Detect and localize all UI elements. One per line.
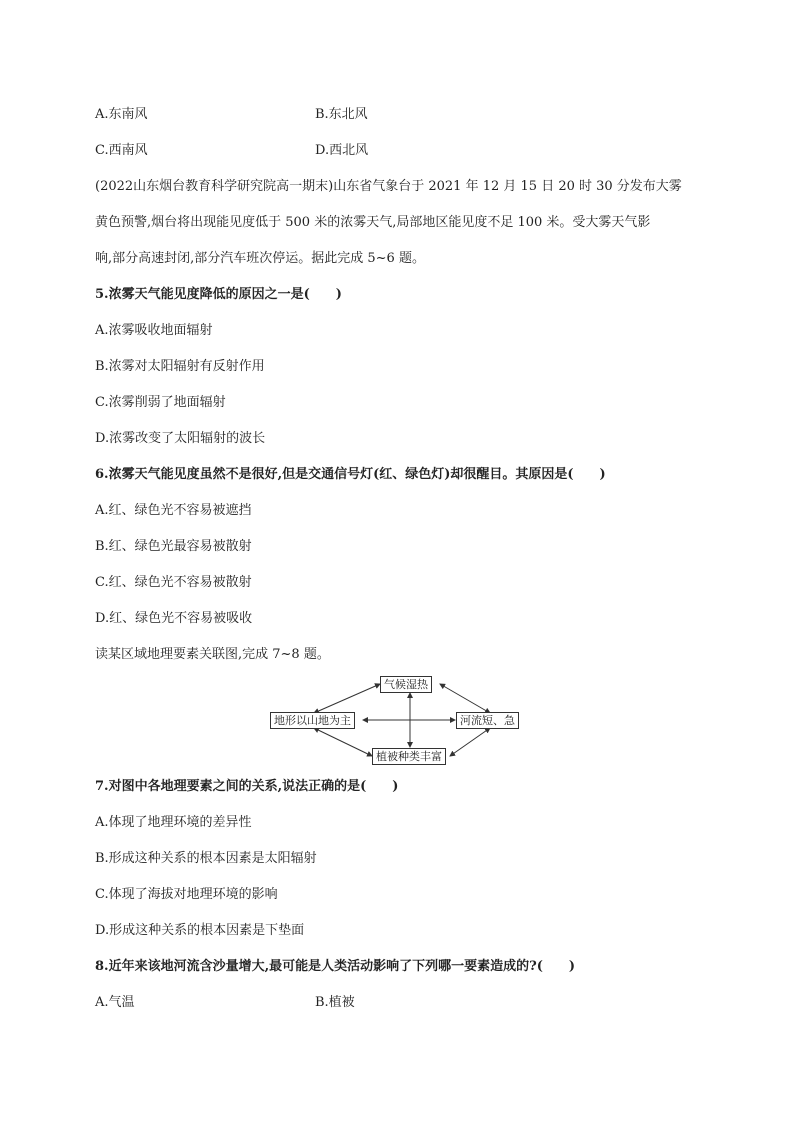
arrow-climate-river bbox=[440, 684, 490, 713]
q5-option-a: A.浓雾吸收地面辐射 bbox=[95, 323, 213, 338]
arrow-climate-terrain bbox=[314, 684, 380, 713]
q8-stem: 8.近年来该地河流含沙量增大,最可能是人类活动影响了下列哪一要素造成的?( ) bbox=[95, 959, 576, 974]
q4-option-b: B.东北风 bbox=[315, 107, 368, 122]
intro-5-6-line-2: 黄色预警,烟台将出现能见度低于 500 米的浓雾天气,局部地区能见度不足 100 米。受大雾天气影 bbox=[95, 215, 651, 230]
q7-option-c: C.体现了海拔对地理环境的影响 bbox=[95, 887, 278, 902]
q7-stem: 7.对图中各地理要素之间的关系,说法正确的是( ) bbox=[95, 779, 399, 794]
q8-option-b: B.植被 bbox=[315, 995, 355, 1010]
q4-option-a: A.东南风 bbox=[95, 107, 148, 122]
q6-option-c: C.红、绿色光不容易被散射 bbox=[95, 575, 252, 590]
diagram-node-river: 河流短、急 bbox=[456, 712, 519, 729]
diagram-node-terrain: 地形以山地为主 bbox=[270, 712, 355, 729]
q6-option-a: A.红、绿色光不容易被遮挡 bbox=[95, 503, 252, 518]
q4-option-c: C.西南风 bbox=[95, 143, 148, 158]
diagram-node-climate: 气候湿热 bbox=[380, 676, 432, 693]
q7-option-d: D.形成这种关系的根本因素是下垫面 bbox=[95, 923, 305, 938]
q8-option-a: A.气温 bbox=[95, 995, 135, 1010]
q7-option-a: A.体现了地理环境的差异性 bbox=[95, 815, 252, 830]
intro-7-8: 读某区域地理要素关联图,完成 7~8 题。 bbox=[95, 647, 330, 662]
q6-option-d: D.红、绿色光不容易被吸收 bbox=[95, 611, 253, 626]
q5-stem: 5.浓雾天气能见度降低的原因之一是( ) bbox=[95, 287, 342, 302]
arrow-river-vegetation bbox=[450, 728, 490, 756]
q5-option-d: D.浓雾改变了太阳辐射的波长 bbox=[95, 431, 266, 446]
q4-option-row-2 bbox=[95, 142, 369, 160]
q6-option-b: B.红、绿色光最容易被散射 bbox=[95, 539, 252, 554]
intro-5-6-line-1: (2022山东烟台教育科学研究院高一期末)山东省气象台于 2021 年 12 月 15 日 20 时 30 分发布大雾 bbox=[95, 179, 682, 194]
q5-option-c: C.浓雾削弱了地面辐射 bbox=[95, 395, 226, 410]
q5-option-b: B.浓雾对太阳辐射有反射作用 bbox=[95, 359, 265, 374]
q4-option-d: D.西北风 bbox=[315, 143, 369, 158]
diagram-node-vegetation: 植被种类丰富 bbox=[372, 748, 446, 765]
q4-option-row-1 bbox=[95, 106, 368, 124]
q8-option-row bbox=[95, 994, 355, 1012]
geo-element-diagram bbox=[268, 674, 515, 766]
intro-5-6-line-3: 响,部分高速封闭,部分汽车班次停运。据此完成 5~6 题。 bbox=[95, 251, 425, 266]
arrow-terrain-vegetation bbox=[314, 728, 372, 756]
q7-option-b: B.形成这种关系的根本因素是太阳辐射 bbox=[95, 851, 317, 866]
q6-stem: 6.浓雾天气能见度虽然不是很好,但是交通信号灯(红、绿色灯)却很醒目。其原因是( ) bbox=[95, 467, 606, 482]
